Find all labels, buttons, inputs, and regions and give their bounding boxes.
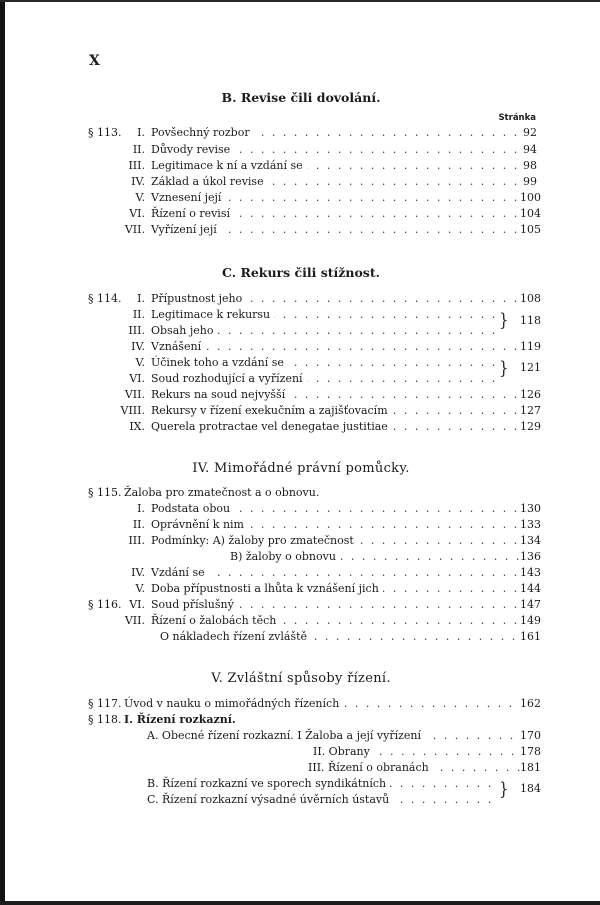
- toc-row: V. Účinek toho a vzdání se . . .: [0, 354, 600, 371]
- brace-icon: }: [499, 309, 509, 331]
- section-heading-mimoradne: IV. Mimořádné právní pomůcky.: [192, 461, 410, 476]
- section-heading-zvlastni: V. Zvláštní spůsoby řízení.: [211, 671, 391, 686]
- page-folio: X: [89, 53, 101, 69]
- scan-edge-top: [0, 0, 600, 2]
- toc-row: IV. Vznášení . . . 119: [0, 338, 600, 355]
- toc-row: V. Vznesení její . . . 100: [0, 189, 600, 206]
- toc-row: IX. Querela protractae vel denegatae justitiae . . . 129: [0, 418, 600, 435]
- toc-row: VII. Řízení o žalobách těch . . . 149: [0, 612, 600, 629]
- toc-row: A. Obecné řízení rozkazní. I Žaloba a její vyřízení . . . 170: [0, 727, 600, 744]
- toc-row: VII. Vyřízení její . . . 105: [0, 221, 600, 238]
- toc-row: II. Oprávnění k nim . . . 133: [0, 516, 600, 533]
- toc-row: III. Obsah jeho . . .: [0, 322, 600, 339]
- toc-row: IV. Základ a úkol revise . . . 99: [0, 173, 600, 190]
- page-column-label: Stránka: [498, 113, 536, 123]
- toc-row: VII. Rekurs na soud nejvyšší . . . 126: [0, 386, 600, 403]
- grouped-page-number: 121: [520, 361, 541, 374]
- section-heading-revise: B. Revise čili dovolání.: [221, 90, 381, 105]
- toc-row: VIII. Rekursy v řízení exekučním a zajišťovacím . . . 127: [0, 402, 600, 419]
- toc-row: B. Řízení rozkazní ve sporech syndikátních . . .: [0, 775, 600, 792]
- toc-row: V. Doba přípustnosti a lhůta k vznášení jich . . . 144: [0, 580, 600, 597]
- toc-row: § 116. VI. Soud příslušný . . . 147: [0, 596, 600, 613]
- toc-row: III. Řízení o obranách . . . 181: [0, 759, 600, 776]
- brace-icon: }: [499, 357, 509, 379]
- toc-row: I. Podstata obou . . . 130: [0, 500, 600, 517]
- toc-row: § 115. Žaloba pro zmatečnost a o obnovu.: [0, 484, 600, 501]
- toc-row: III. Legitimace k ní a vzdání se . . . 98: [0, 157, 600, 174]
- toc-row: VI. Řízení o revisí . . . 104: [0, 205, 600, 222]
- toc-row: II. Legitimace k rekursu . . .: [0, 306, 600, 323]
- toc-row: O nákladech řízení zvláště . . . 161: [0, 628, 600, 645]
- toc-row: II. Obrany . . . 178: [0, 743, 600, 760]
- section-heading-rekurs: C. Rekurs čili stížnost.: [222, 265, 380, 280]
- brace-icon: }: [499, 778, 509, 800]
- toc-row: § 113. I. Povšechný rozbor . . . 92: [0, 124, 600, 141]
- toc-row: § 118. I. Řízení rozkazní.: [0, 711, 600, 728]
- toc-row: C. Řízení rozkazní výsadné úvěrních ústavů . . .: [0, 791, 600, 808]
- toc-row: IV. Vzdání se . . . 143: [0, 564, 600, 581]
- grouped-page-number: 184: [520, 782, 541, 795]
- toc-row: § 114. I. Přípustnost jeho . . . 108: [0, 290, 600, 307]
- toc-row: § 117. Úvod v nauku o mimořádných řízeních . . . 162: [0, 695, 600, 712]
- toc-row: VI. Soud rozhodující a vyřízení . . .: [0, 370, 600, 387]
- toc-row: II. Důvody revise . . . 94: [0, 141, 600, 158]
- toc-row: B) žaloby o obnovu . . . 136: [0, 548, 600, 565]
- scan-edge-bottom: [0, 901, 600, 905]
- toc-row: III. Podmínky: A) žaloby pro zmatečnost . . . 134: [0, 532, 600, 549]
- grouped-page-number: 118: [520, 314, 541, 327]
